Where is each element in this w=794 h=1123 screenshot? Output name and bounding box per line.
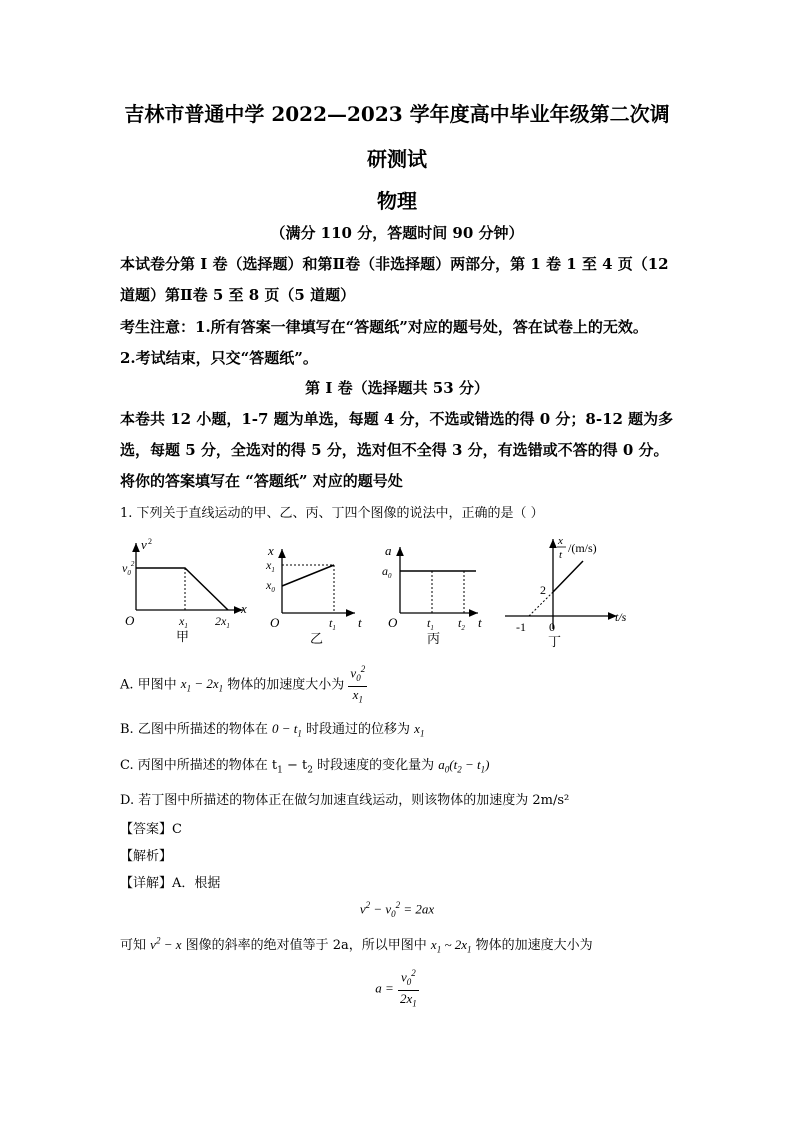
intro-line2: 道题）第Ⅱ卷 5 至 8 页（5 道题） bbox=[120, 286, 356, 304]
bing-origin: O bbox=[388, 615, 398, 630]
option-c: C. 丙图中所描述的物体在 $t_1 - t_2$ 时段速度的变化量为 $a_0(t_2 - t_1)$ bbox=[120, 757, 490, 776]
option-a-fraction: $\frac{v_0^2}{x_1}$ bbox=[350, 664, 366, 705]
ding-y-unit: /(m/s) bbox=[568, 541, 597, 555]
yi-caption: 乙 bbox=[310, 631, 324, 646]
jia-y-axis: v bbox=[141, 537, 147, 552]
yi-x1: $x_1$ bbox=[266, 558, 275, 574]
ding-caption: 丁 bbox=[548, 634, 562, 649]
jia-y-mark: $v_0^2$ bbox=[122, 560, 135, 577]
svg-text:t: t bbox=[559, 549, 563, 561]
bing-x-axis: t bbox=[478, 615, 482, 630]
bing-y-axis: a bbox=[385, 543, 392, 558]
section-line2: 选，每题 5 分，全选对的得 5 分，选对但不全得 3 分，有选错或不答的得 0 分。 bbox=[120, 441, 669, 459]
title-line1: 吉林市普通中学 2022—2023 学年度高中毕业年级第二次调 bbox=[124, 102, 670, 126]
option-a: A. 甲图中 $x_1 - 2x_1$ 物体的加速度大小为 $\frac{v_0^2}{x_1}$ bbox=[120, 662, 367, 708]
formula-1: $v^2 - v_0^2 = 2ax$ bbox=[359, 900, 435, 919]
yi-x-axis: t bbox=[358, 615, 362, 630]
bing-caption: 丙 bbox=[427, 631, 441, 646]
analysis-label: 【解析】 bbox=[120, 849, 173, 864]
yi-origin: O bbox=[270, 615, 280, 630]
jia-2x1: $2x_1$ bbox=[215, 614, 230, 630]
svg-text:x: x bbox=[558, 535, 563, 547]
svg-text:2: 2 bbox=[148, 537, 152, 546]
jia-x-axis: x bbox=[241, 601, 247, 616]
title-line2: 研测试 bbox=[367, 147, 427, 171]
yi-t1: $t_1$ bbox=[329, 616, 336, 632]
ding-mark-0: 0 bbox=[549, 620, 555, 634]
yi-y-axis: x bbox=[268, 543, 274, 558]
notice-line2: 2.考试结束，只交“答题纸”。 bbox=[120, 349, 318, 367]
yi-x0: $x_0$ bbox=[266, 578, 275, 594]
formula-2: a = $\frac{v_0^2}{2x_1}$ bbox=[375, 968, 417, 1009]
detail-a: 【详解】A．根据 bbox=[120, 876, 221, 891]
bing-t1: $t_1$ bbox=[427, 616, 434, 632]
jia-x1: $x_1$ bbox=[179, 614, 188, 630]
graph-jia bbox=[122, 537, 247, 644]
score-info: （满分 110 分，答题时间 90 分钟） bbox=[270, 224, 524, 242]
subject-title: 物理 bbox=[377, 189, 417, 213]
intro-line1: 本试卷分第 I 卷（选择题）和第Ⅱ卷（非选择题）两部分，第 1 卷 1 至 4 页（12 bbox=[120, 255, 669, 273]
bing-a0: $a_0$ bbox=[382, 564, 392, 580]
jia-origin: O bbox=[125, 613, 135, 628]
ding-mark-neg1: -1 bbox=[516, 620, 526, 634]
section-heading: 第 I 卷（选择题共 53 分） bbox=[305, 379, 489, 397]
bing-t2: $t_2$ bbox=[458, 616, 465, 632]
section-line1: 本卷共 12 小题，1-7 题为单选，每题 4 分，不选或错选的得 0 分；8-12 题为多 bbox=[120, 410, 674, 428]
option-d: D. 若丁图中所描述的物体正在做匀加速直线运动，则该物体的加速度为 2m/s² bbox=[120, 793, 570, 808]
graph-yi bbox=[265, 543, 362, 646]
option-b: B. 乙图中所描述的物体在 $0 - t_1$ 时段通过的位移为 $x_1$ bbox=[120, 721, 425, 739]
notice-line1: 考生注意：1.所有答案一律填写在“答题纸”对应的题号处，答在试卷上的无效。 bbox=[120, 318, 648, 336]
section-line3: 将你的答案填写在 “答题纸” 对应的题号处 bbox=[120, 472, 403, 490]
conclusion-line: 可知 $v^2 - x$ 图像的斜率的绝对值等于 2a，所以甲图中 $x_1$ ~ $2x_1$ 物体的加速度大小为 bbox=[120, 935, 593, 955]
answer: 【答案】C bbox=[120, 822, 182, 837]
graphs-figure bbox=[0, 535, 794, 655]
graph-bing bbox=[382, 543, 482, 646]
ding-x-axis: t/s bbox=[615, 610, 627, 624]
question-stem: 1. 下列关于直线运动的甲、乙、丙、丁四个图像的说法中，正确的是（ ） bbox=[120, 506, 544, 521]
graph-ding bbox=[505, 535, 627, 649]
jia-caption: 甲 bbox=[176, 629, 190, 644]
ding-mark-2: 2 bbox=[540, 583, 546, 597]
